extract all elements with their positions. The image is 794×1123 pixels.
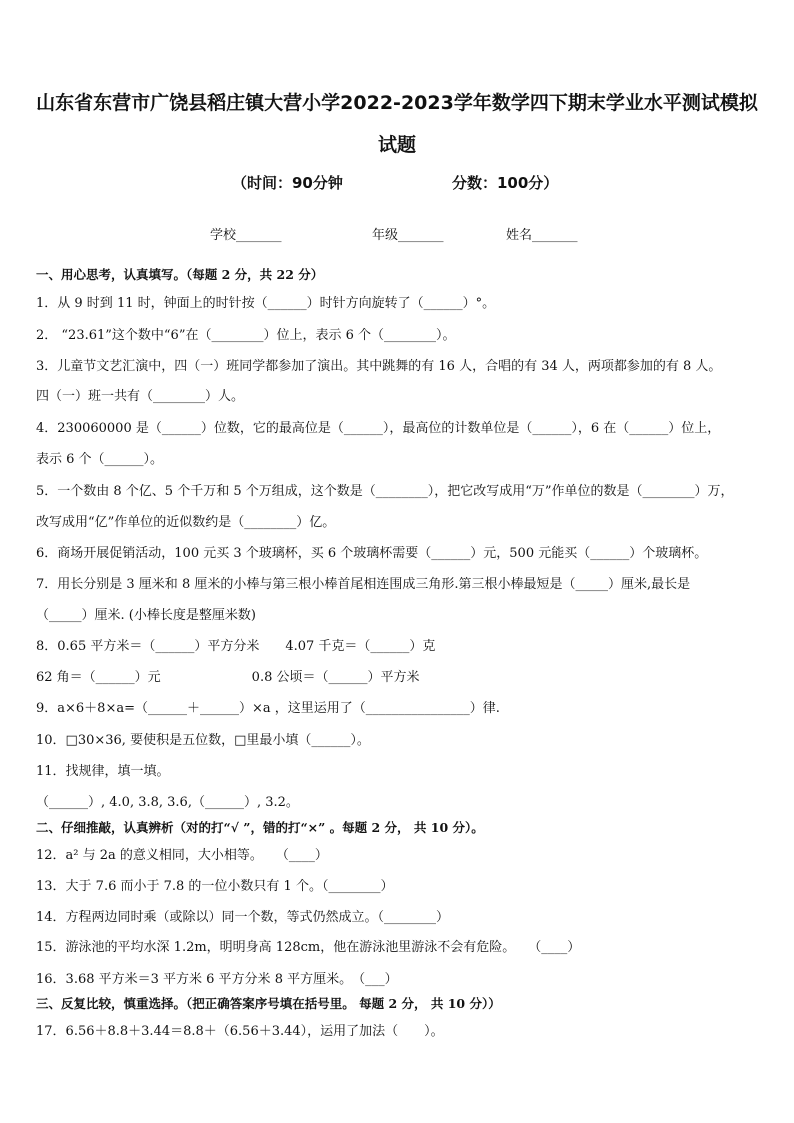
exam-title-line1: 山东省东营市广饶县稻庄镇大营小学2022-2023学年数学四下期末学业水平测试模拟 [36, 92, 758, 114]
question-4-cont: 表示 6 个（______）。 [36, 452, 164, 467]
question-14: 14．方程两边同时乘（或除以）同一个数，等式仍然成立。（________） [36, 910, 450, 925]
section-3-heading: 三、反复比较，慎重选择。（把正确答案序号填在括号里。 每题 2 分， 共 10 分）） [36, 996, 501, 1011]
question-5-cont: 改写成用“亿”作单位的近似数约是（________）亿。 [36, 515, 336, 530]
question-11: 11．找规律，填一填。 [36, 764, 170, 779]
question-8: 8．0.65 平方米＝（______）平方分米 4.07 千克＝（______）克 [36, 639, 436, 654]
question-3: 3．儿童节文艺汇演中，四（一）班同学都参加了演出。其中跳舞的有 16 人，合唱的有 34 人，两项都参加的有 8 人。 [36, 359, 722, 374]
question-13: 13．大于 7.6 而小于 7.8 的一位小数只有 1 个。（________） [36, 879, 394, 894]
question-3-cont: 四（一）班一共有（________）人。 [36, 389, 245, 404]
question-11-sequence: （______）, 4.0, 3.8, 3.6,（______）, 3.2。 [36, 795, 299, 810]
question-9: 9．a×6＋8×a=（______＋______）×a ，这里运用了（________________）律. [36, 701, 500, 716]
question-2: 2． “23.61”这个数中“6”在（________）位上，表示 6 个（________）。 [36, 328, 456, 343]
question-7-cont: （_____）厘米. (小棒长度是整厘米数) [36, 608, 256, 623]
score-info: 分数：100分） [452, 174, 559, 192]
name-field[interactable]: 姓名_______ [506, 228, 578, 243]
section-2-heading: 二、仔细推敲，认真辨析（对的打“√ ”，错的打“×” 。每题 2 分， 共 10 分）。 [36, 820, 484, 835]
section-1-heading: 一、用心思考，认真填写。（每题 2 分，共 22 分） [36, 267, 324, 282]
school-field[interactable]: 学校_______ [210, 228, 282, 243]
question-7: 7．用长分别是 3 厘米和 8 厘米的小棒与第三根小棒首尾相连围成三角形.第三根小棒最短是（_____）厘米,最长是 [36, 577, 691, 592]
question-12: 12．a² 与 2a 的意义相同，大小相等。 （____） [36, 848, 328, 863]
question-6: 6．商场开展促销活动，100 元买 3 个玻璃杯，买 6 个玻璃杯需要（______）元，500 元能买（______）个玻璃杯。 [36, 546, 708, 561]
grade-field[interactable]: 年级_______ [372, 228, 444, 243]
question-16: 16．3.68 平方米＝3 平方米 6 平方分米 8 平方厘米。 （___） [36, 972, 398, 987]
question-8-cont: 62 角＝（______）元 0.8 公顷＝（______）平方米 [36, 670, 420, 685]
question-15: 15．游泳池的平均水深 1.2m，明明身高 128cm，他在游泳池里游泳不会有危险。 （____） [36, 940, 581, 955]
exam-title-line2: 试题 [377, 134, 416, 156]
time-info: （时间：90分钟 [232, 174, 343, 192]
question-5: 5．一个数由 8 个亿、5 个千万和 5 个万组成，这个数是（________），把它改写成用“万”作单位的数是（________）万， [36, 484, 734, 499]
question-10: 10．□30×36, 要使积是五位数，□里最小填（______）。 [36, 733, 370, 748]
question-1: 1．从 9 时到 11 时，钟面上的时针按（______）时针方向旋转了（______）°。 [36, 296, 496, 311]
question-17: 17．6.56＋8.8＋3.44＝8.8＋（6.56＋3.44），运用了加法（ ）。 [36, 1024, 444, 1039]
question-4: 4．230060000 是（______）位数，它的最高位是（______），最高位的计数单位是（______），6 在（______）位上， [36, 421, 721, 436]
